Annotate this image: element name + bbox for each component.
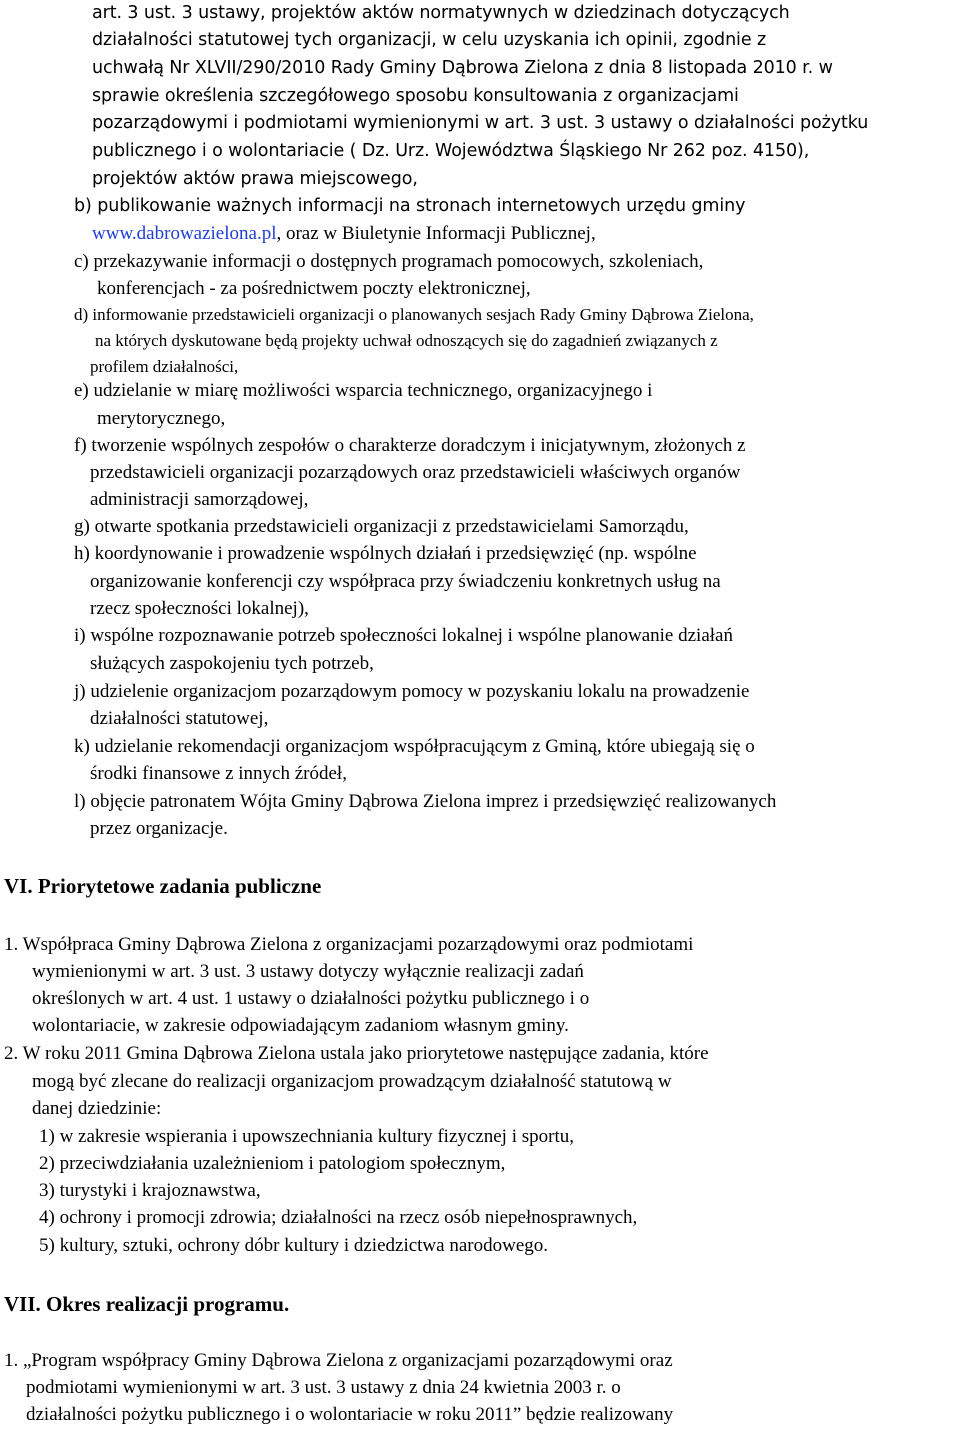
intro-line-3: uchwałą Nr XLVII/290/2010 Rady Gminy Dąbrowa Zielona z dnia 8 listopada 2010 r. w	[92, 58, 833, 78]
item-e-line-2: merytorycznego,	[97, 408, 226, 429]
item-j-line-2: działalności statutowej,	[90, 708, 269, 729]
priority-5: 5) kultury, sztuki, ochrony dóbr kultury i dziedzictwa narodowego.	[39, 1235, 549, 1256]
item-e-line-1: e) udzielanie w miarę możliwości wsparcia technicznego, organizacyjnego i	[74, 380, 653, 401]
item-d-line-2: na których dyskutowane będą projekty uchwał odnoszących się do zagadnień związanych z	[95, 331, 718, 350]
website-link[interactable]: www.dabrowazielona.pl	[92, 223, 277, 244]
s7-p1-line-1: 1. „Program współpracy Gminy Dąbrowa Zielona z organizacjami pozarządowymi oraz	[4, 1350, 673, 1371]
item-l-line-2: przez organizacje.	[90, 818, 228, 839]
item-i-line-2: służących zaspokojeniu tych potrzeb,	[90, 653, 374, 674]
section-6-title: VI. Priorytetowe zadania publiczne	[4, 874, 322, 898]
item-c-line-2: konferencjach - za pośrednictwem poczty elektronicznej,	[97, 278, 531, 299]
item-h-line-1: h) koordynowanie i prowadzenie wspólnych działań i przedsięwzięć (np. wspólne	[74, 543, 697, 564]
priority-1: 1) w zakresie wspierania i upowszechniania kultury fizycznej i sportu,	[39, 1126, 574, 1147]
priority-4: 4) ochrony i promocji zdrowia; działalności na rzecz osób niepełnosprawnych,	[39, 1207, 638, 1228]
s6-p1-line-1: 1. Współpraca Gminy Dąbrowa Zielona z organizacjami pozarządowymi oraz podmiotami	[4, 934, 694, 955]
priority-3: 3) turystyki i krajoznawstwa,	[39, 1180, 261, 1201]
intro-line-1: art. 3 ust. 3 ustawy, projektów aktów normatywnych w dziedzinach dotyczących	[92, 3, 790, 23]
intro-line-2: działalności statutowej tych organizacji, w celu uzyskania ich opinii, zgodnie z	[92, 30, 767, 50]
s6-p2-line-3: danej dziedzinie:	[32, 1098, 162, 1119]
item-d-line-3: profilem działalności,	[90, 357, 239, 376]
intro-line-6: publicznego i o wolontariacie ( Dz. Urz. Województwa Śląskiego Nr 262 poz. 4150),	[92, 141, 810, 161]
item-l-line-1: l) objęcie patronatem Wójta Gminy Dąbrowa Zielona imprez i przedsięwzięć realizowanych	[74, 791, 777, 812]
priority-2: 2) przeciwdziałania uzależnieniom i patologiom społecznym,	[39, 1153, 506, 1174]
item-i-line-1: i) wspólne rozpoznawanie potrzeb społeczności lokalnej i wspólne planowanie działań	[74, 625, 733, 646]
item-h-line-2: organizowanie konferencji czy współpraca przy świadczeniu konkretnych usług na	[90, 571, 721, 592]
item-g-line-1: g) otwarte spotkania przedstawicieli organizacji z przedstawicielami Samorządu,	[74, 516, 689, 537]
s6-p1-line-4: wolontariacie, w zakresie odpowiadającym zadaniom własnym gminy.	[32, 1015, 569, 1036]
item-b-line-2	[92, 223, 596, 245]
item-j-line-1: j) udzielenie organizacjom pozarządowym pomocy w pozyskaniu lokalu na prowadzenie	[74, 681, 750, 702]
s6-p1-line-2: wymienionymi w art. 3 ust. 3 ustawy dotyczy wyłącznie realizacji zadań	[32, 961, 584, 982]
item-k-line-2: środki finansowe z innych źródeł,	[90, 763, 347, 784]
intro-line-5: pozarządowymi i podmiotami wymienionymi w art. 3 ust. 3 ustawy o działalności pożytku	[92, 113, 869, 133]
item-c-line-1: c) przekazywanie informacji o dostępnych programach pomocowych, szkoleniach,	[74, 251, 704, 272]
intro-line-7: projektów aktów prawa miejscowego,	[92, 169, 418, 189]
item-b-line-1: b) publikowanie ważnych informacji na stronach internetowych urzędu gminy	[74, 196, 746, 216]
item-f-line-3: administracji samorządowej,	[90, 489, 309, 510]
intro-line-4: sprawie określenia szczegółowego sposobu konsultowania z organizacjami	[92, 86, 739, 106]
item-f-line-2: przedstawicieli organizacji pozarządowych oraz przedstawicieli właściwych organów	[90, 462, 741, 483]
item-f-line-1: f) tworzenie wspólnych zespołów o charakterze doradczym i inicjatywnym, złożonych z	[74, 435, 746, 456]
item-k-line-1: k) udzielanie rekomendacji organizacjom współpracującym z Gminą, które ubiegają się o	[74, 736, 755, 757]
item-h-line-3: rzecz społeczności lokalnej),	[90, 598, 309, 619]
s7-p1-line-3: działalności pożytku publicznego i o wolontariacie w roku 2011” będzie realizowany	[26, 1404, 674, 1425]
s6-p2-line-2: mogą być zlecane do realizacji organizacjom prowadzącym działalność statutową w	[32, 1071, 672, 1092]
item-b-line-2-text: , oraz w Biuletynie Informacji Publicznej,	[276, 223, 596, 244]
section-7-title: VII. Okres realizacji programu.	[4, 1292, 290, 1316]
s6-p2-line-1: 2. W roku 2011 Gmina Dąbrowa Zielona ustala jako priorytetowe następujące zadania, które	[4, 1043, 709, 1064]
item-d-line-1: d) informowanie przedstawicieli organizacji o planowanych sesjach Rady Gminy Dąbrowa Zielona,	[74, 305, 754, 324]
s6-p1-line-3: określonych w art. 4 ust. 1 ustawy o działalności pożytku publicznego i o	[32, 988, 590, 1009]
s7-p1-line-2: podmiotami wymienionymi w art. 3 ust. 3 ustawy z dnia 24 kwietnia 2003 r. o	[26, 1377, 621, 1398]
